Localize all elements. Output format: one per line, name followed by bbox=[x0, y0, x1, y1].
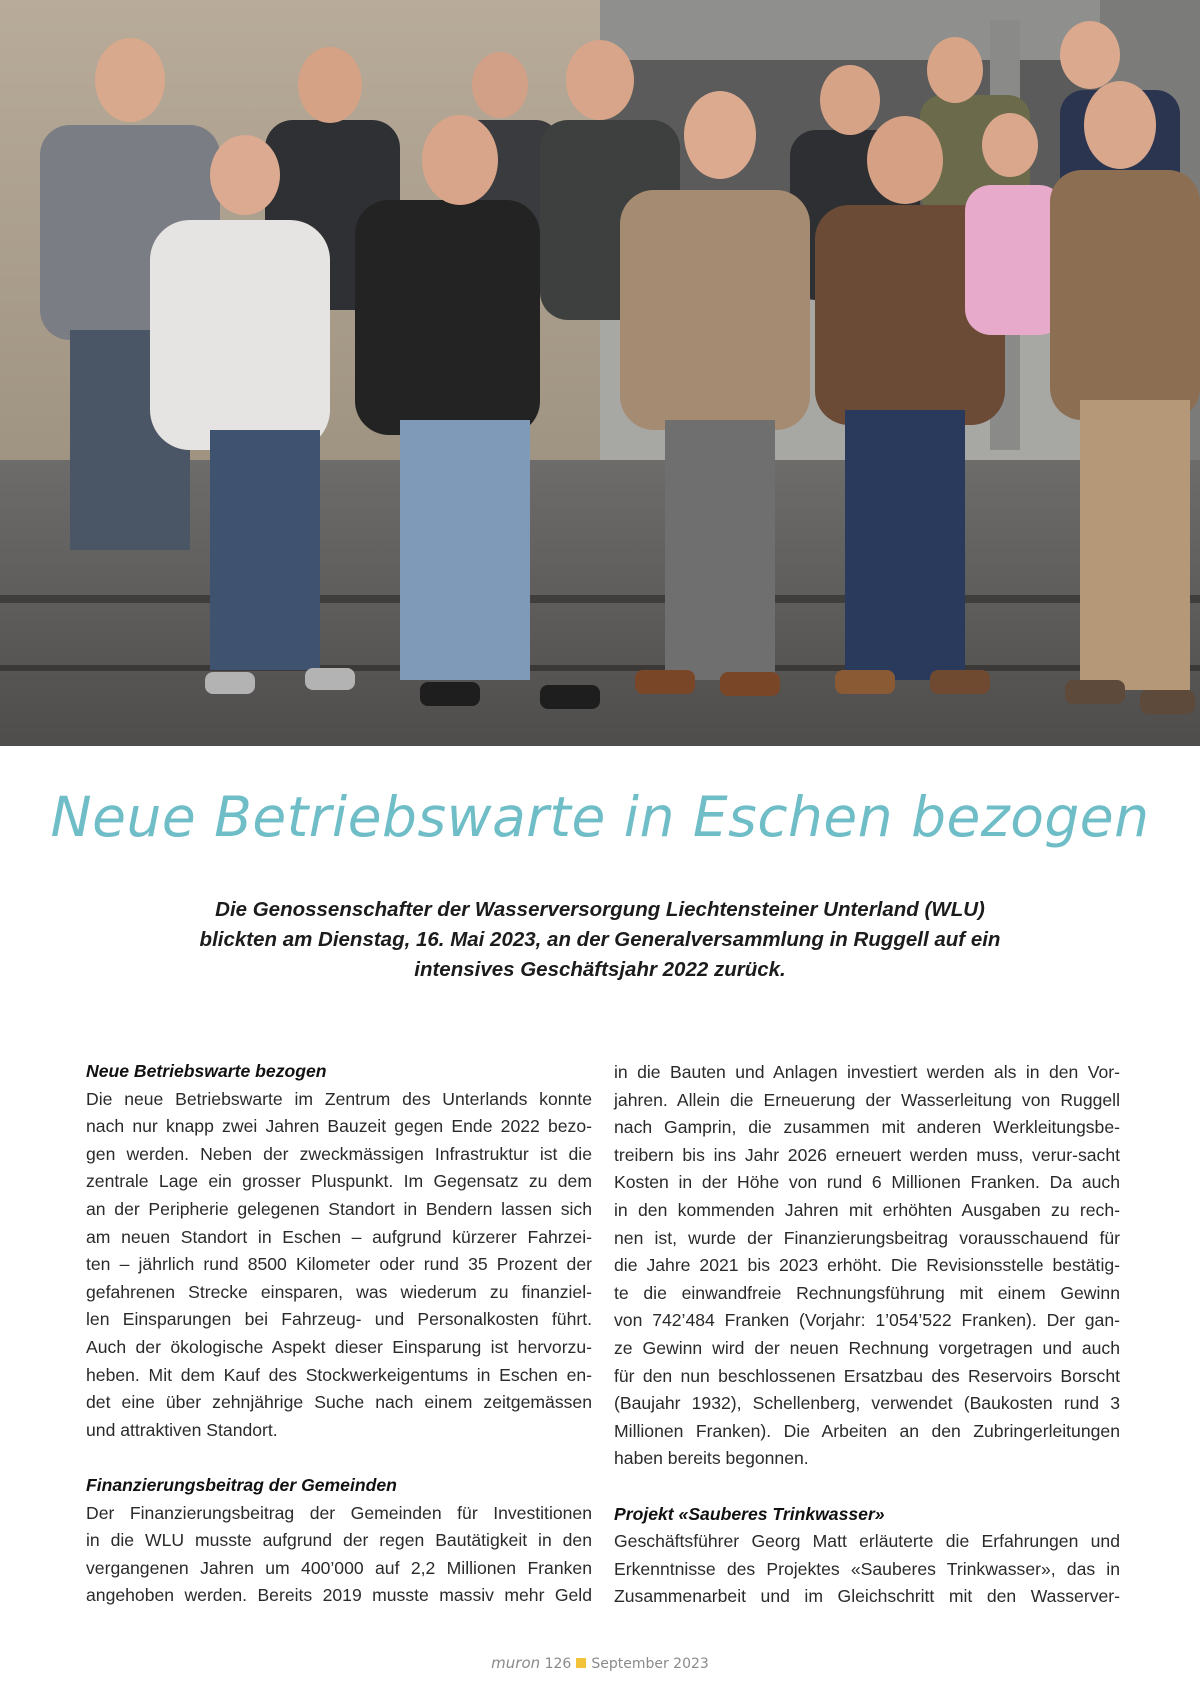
body-line: nach nur knapp zwei Jahren Bauzeit gegen Ende 2022 bezo- bbox=[86, 1116, 592, 1137]
body-line: gefahrenen Strecke einsparen, was wiederum zu finanziel- bbox=[86, 1281, 592, 1302]
body-line: zentrale Lage ein grosser Pluspunkt. Im Gegensatz zu dem bbox=[86, 1171, 592, 1192]
body-line: Erkenntnisse des Projektes «Sauberes Trinkwasser», das in bbox=[614, 1558, 1120, 1579]
body-line: ze Gewinn wird der neuen Rechnung vorgetragen und auch bbox=[614, 1337, 1120, 1358]
body-line: (Baujahr 1932), Schellenberg, verwendet (Baukosten rund 3 bbox=[614, 1393, 1120, 1414]
body-line: Geschäftsführer Georg Matt erläuterte die Erfahrungen und bbox=[614, 1531, 1120, 1552]
body-line: jahren. Allein die Erneuerung der Wasserleitung von Ruggell bbox=[614, 1089, 1120, 1110]
body-line: heben. Mit dem Kauf des Stockwerkeigentums in Eschen en- bbox=[86, 1364, 592, 1385]
body-line: Auch der ökologische Aspekt dieser Einsparung ist hervorzu- bbox=[86, 1336, 592, 1357]
body-line: treibern bis ins Jahr 2026 erneuert werden muss, verur-sacht bbox=[614, 1144, 1120, 1165]
body-line: Kosten in der Höhe von rund 6 Millionen Franken. Da auch bbox=[614, 1172, 1120, 1193]
body-line: Die neue Betriebswarte im Zentrum des Unterlands konnte bbox=[86, 1088, 592, 1109]
footer-square-icon bbox=[576, 1658, 586, 1668]
lead-paragraph bbox=[150, 895, 1050, 985]
footer-brand: muron bbox=[491, 1654, 541, 1672]
body-line: Der Finanzierungsbeitrag der Gemeinden für Investitionen bbox=[86, 1502, 592, 1523]
body-line: die Jahre 2021 bis 2023 erhöht. Die Revisionsstelle bestätig- bbox=[614, 1255, 1120, 1276]
body-line: nach Gamprin, die zusammen mit anderen Werkleitungsbe- bbox=[614, 1117, 1120, 1138]
body-line: len Einsparungen bei Fahrzeug- und Personalkosten führt. bbox=[86, 1309, 592, 1330]
group-photo-illustration bbox=[0, 0, 1200, 746]
body-line: am neuen Standort in Eschen – aufgrund kürzerer Fahrzei- bbox=[86, 1226, 592, 1247]
body-line: Millionen Franken). Die Arbeiten an den Zubringerleitungen bbox=[614, 1420, 1120, 1441]
footer-issue-number: 126 bbox=[544, 1656, 572, 1672]
lead-line: intensives Geschäftsjahr 2022 zurück. bbox=[414, 958, 786, 981]
body-line: vergangenen Jahren um 400’000 auf 2,2 Millionen Franken bbox=[86, 1557, 592, 1578]
body-line: für den nun beschlossenen Ersatzbau des Reservoirs Borscht bbox=[614, 1365, 1120, 1386]
body-line: Zusammenarbeit und im Gleichschritt mit den Wasserver- bbox=[614, 1586, 1120, 1607]
body-line: in den kommenden Jahren mit erhöhten Ausgaben zu rech- bbox=[614, 1199, 1120, 1220]
paragraph-gap bbox=[86, 1444, 592, 1472]
right-column bbox=[614, 1059, 1120, 1611]
body-line: gen werden. Neben der zweckmässigen Infrastruktur ist die bbox=[86, 1143, 592, 1164]
group-photo bbox=[0, 0, 1200, 746]
body-line: ten – jährlich rund 8500 Kilometer oder rund 35 Prozent der bbox=[86, 1254, 592, 1275]
headline: Neue Betriebswarte in Eschen bezogen bbox=[50, 785, 1150, 849]
lead-line: Die Genossenschafter der Wasserversorgung Liechtensteiner Unterland (WLU) bbox=[215, 898, 985, 921]
body-line: von 742’484 Franken (Vorjahr: 1’054’522 Franken). Der gan- bbox=[614, 1310, 1120, 1331]
body-line: in die WLU musste aufgrund der regen Bautätigkeit in den bbox=[86, 1530, 592, 1551]
body-line: nen ist, wurde der Finanzierungsbeitrag vorausschauend für bbox=[614, 1227, 1120, 1248]
paragraph-gap bbox=[614, 1473, 1120, 1501]
footer-date: September 2023 bbox=[591, 1656, 709, 1672]
body-line: haben bereits begonnen. bbox=[614, 1448, 809, 1469]
page-footer bbox=[0, 1654, 1200, 1672]
body-line: angehoben werden. Bereits 2019 musste massiv mehr Geld bbox=[86, 1585, 592, 1606]
lead-line: blickten am Dienstag, 16. Mai 2023, an der Generalversammlung in Ruggell auf ein bbox=[199, 928, 1001, 951]
body-line: und attraktiven Standort. bbox=[86, 1419, 278, 1440]
section-heading-finanzierung: Finanzierungsbeitrag der Gemeinden bbox=[86, 1474, 397, 1495]
body-line: det eine über zehnjährige Suche nach einem zeitgemässen bbox=[86, 1392, 592, 1413]
section-heading-trinkwasser: Projekt «Sauberes Trinkwasser» bbox=[614, 1503, 885, 1524]
left-column bbox=[86, 1058, 592, 1610]
section-heading-betriebswarte: Neue Betriebswarte bezogen bbox=[86, 1061, 327, 1081]
body-line: te die einwandfreie Rechnungsführung mit einem Gewinn bbox=[614, 1282, 1120, 1303]
body-line: an der Peripherie gelegenen Standort in Bendern lassen sich bbox=[86, 1198, 592, 1219]
body-line: in die Bauten und Anlagen investiert werden als in den Vor- bbox=[614, 1062, 1120, 1082]
